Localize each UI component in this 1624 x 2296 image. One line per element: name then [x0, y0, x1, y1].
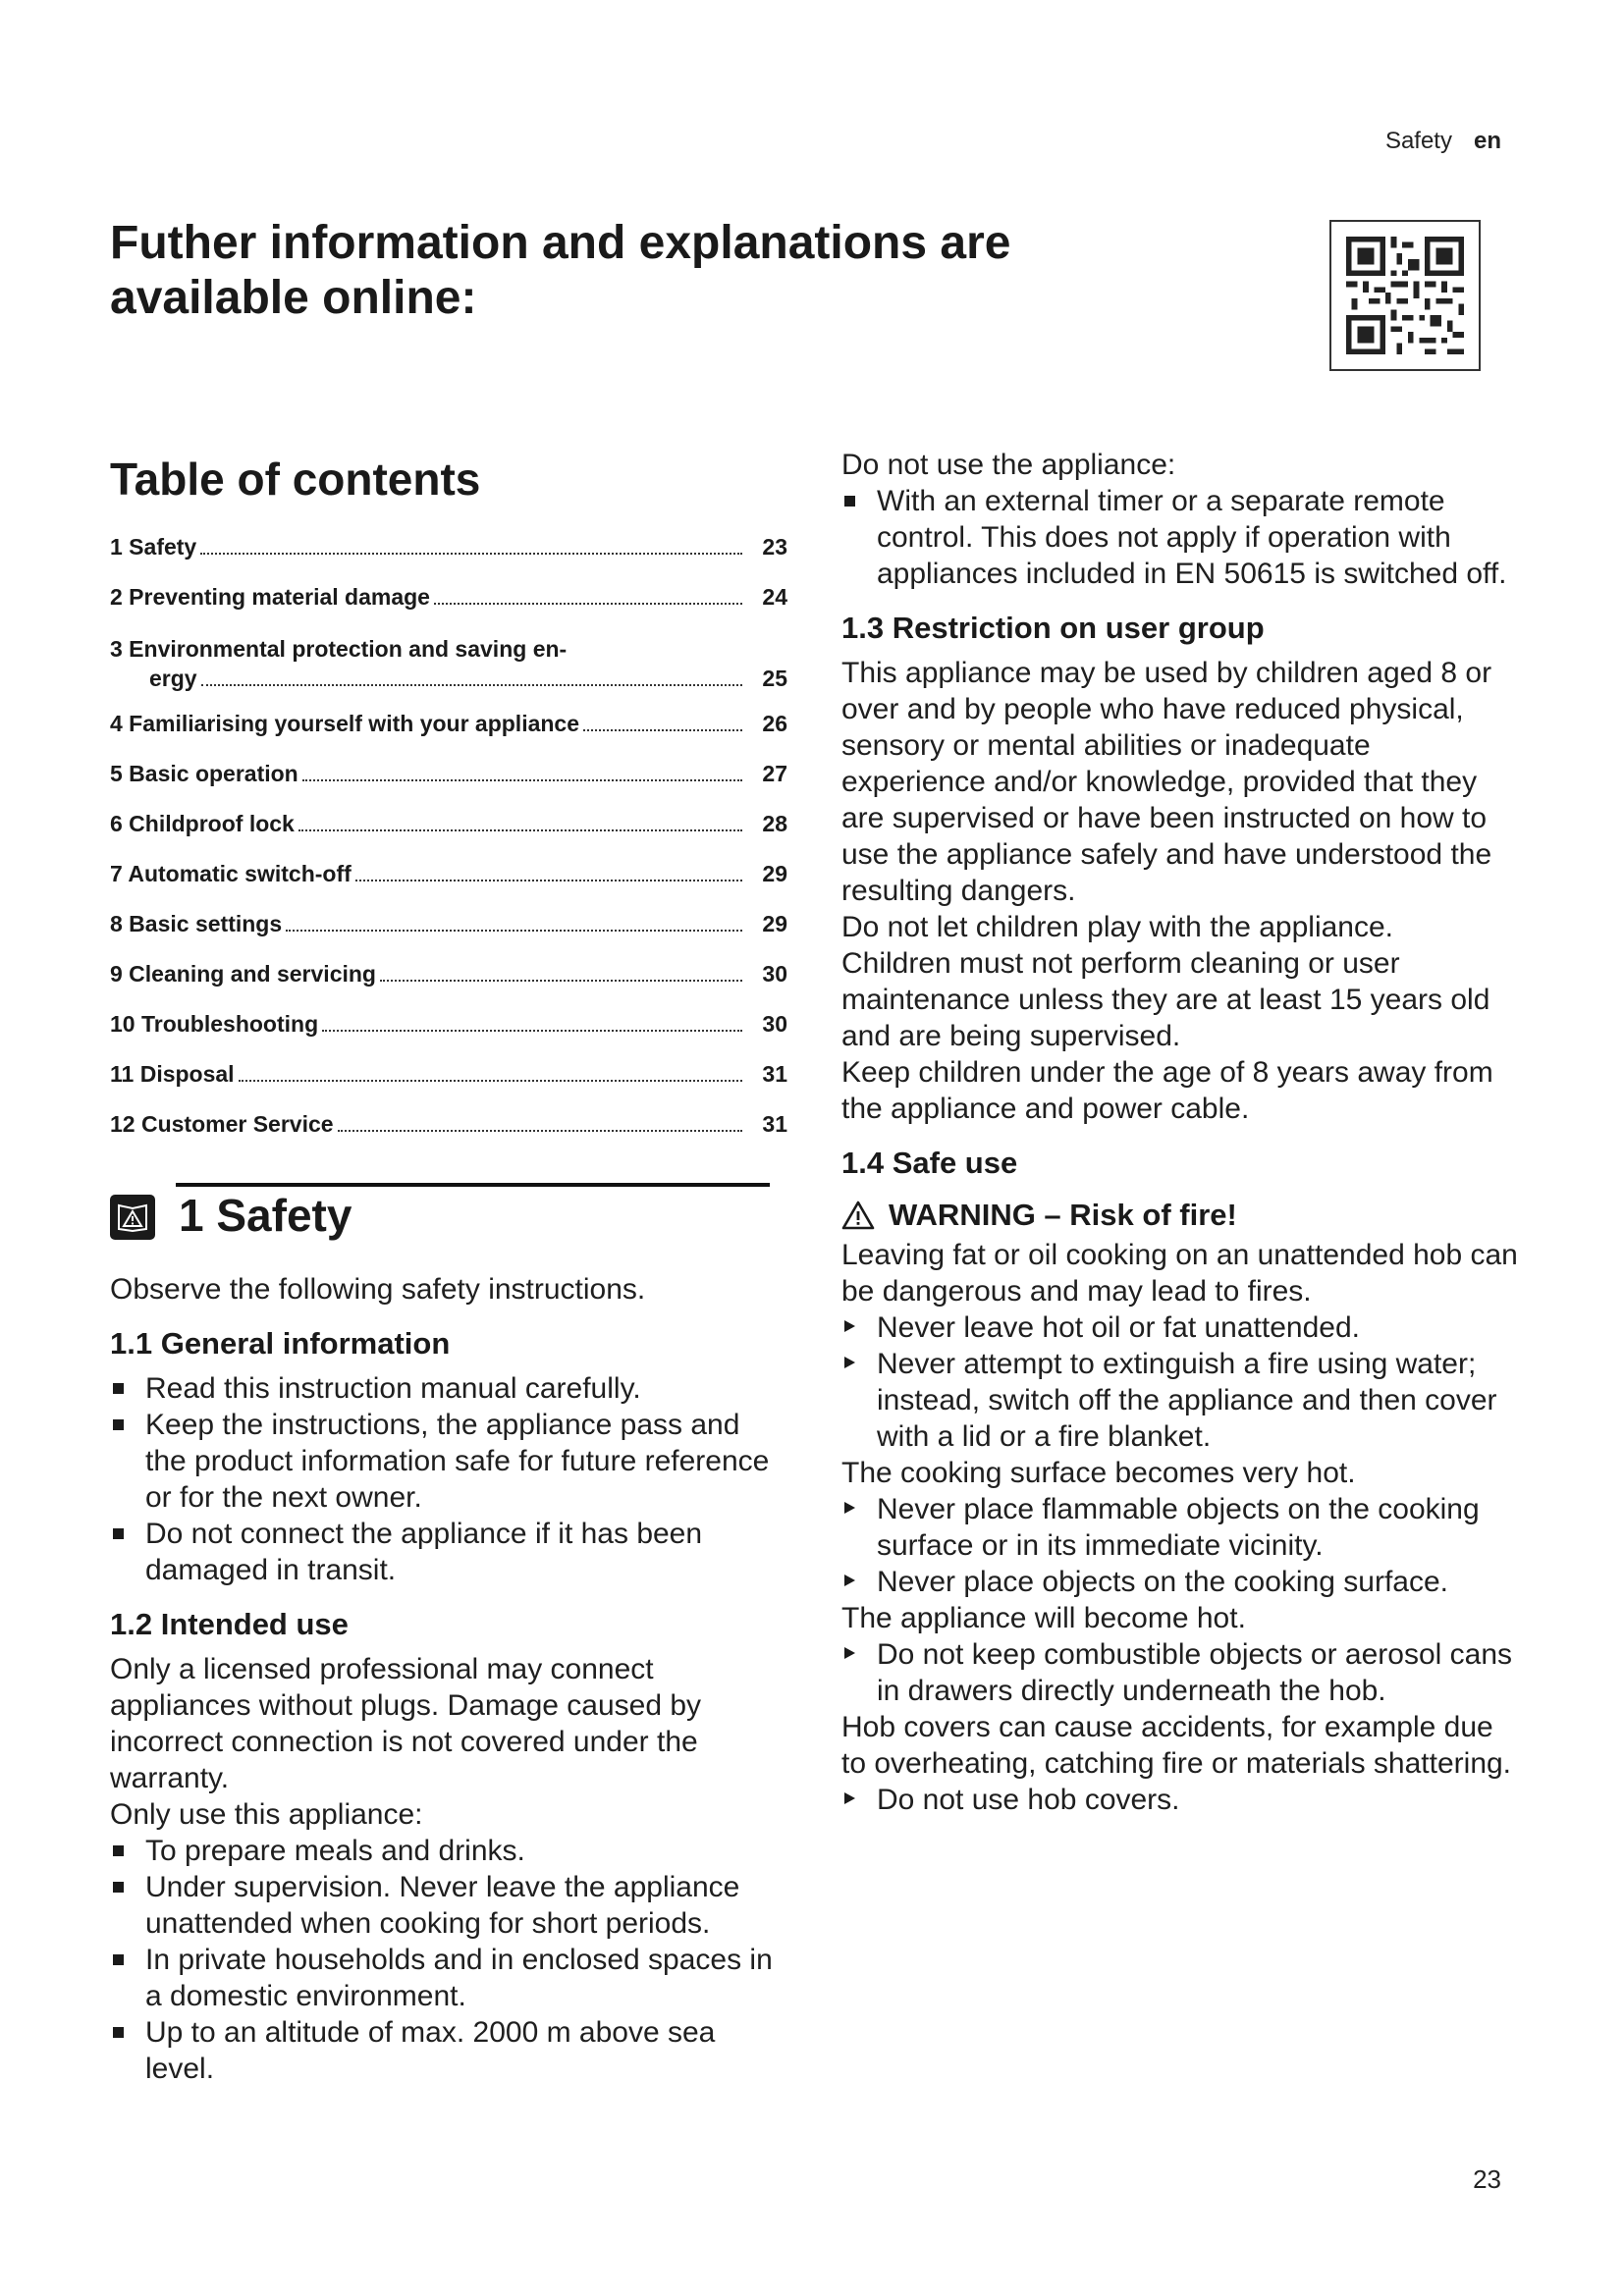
do-not-use-label: Do not use the appliance:: [841, 449, 1176, 481]
toc-item-material-damage[interactable]: 2 Preventing material damage 24: [110, 584, 787, 610]
list-item: Read this instruction manual carefully.: [110, 1370, 787, 1407]
toc-item-troubleshooting[interactable]: 10 Troubleshooting 30: [110, 1011, 787, 1037]
toc-item-basic-operation[interactable]: 5 Basic operation 27: [110, 761, 787, 786]
safe-use-para-3: The appliance will become hot.: [841, 1602, 1246, 1634]
toc-list: [110, 534, 787, 1161]
section-rule: [176, 1183, 770, 1187]
warning-text: WARNING – Risk of fire!: [889, 1198, 1237, 1232]
left-column: [110, 452, 787, 2087]
list-item: In private households and in enclosed spaces in a domestic environment.: [110, 1942, 787, 2014]
general-info-heading: 1.1 General information: [110, 1326, 451, 1361]
safe-use-para-1: Leaving fat or oil cooking on an unattended hob can be dangerous and may lead to fires.: [841, 1239, 1518, 1308]
toc-item-safety[interactable]: 1 Safety 23: [110, 534, 787, 560]
header-language: en: [1473, 128, 1501, 154]
right-column: [841, 447, 1519, 1818]
warning-triangle-icon: [841, 1201, 875, 1230]
qr-code: [1329, 220, 1481, 371]
fire-warning: [841, 1198, 1519, 1233]
safety-intro: Observe the following safety instructions.: [110, 1273, 646, 1306]
safe-use-list-4: [841, 1782, 1519, 1818]
only-use-label: Only use this appliance:: [110, 1798, 423, 1831]
list-item: Do not connect the appliance if it has been damaged in transit.: [110, 1516, 787, 1588]
online-info-title: Futher information and explanations are available online:: [110, 217, 1011, 324]
list-item: Do not use hob covers.: [841, 1782, 1519, 1818]
general-info-list: [110, 1370, 787, 1588]
page-number: 23: [1473, 2164, 1501, 2194]
toc-item-environmental[interactable]: 3 Environmental protection and saving en- ergy 25: [110, 636, 787, 691]
toc-item-childproof-lock[interactable]: 6 Childproof lock 28: [110, 811, 787, 836]
intended-use-para: Only a licensed professional may connect appliances without plugs. Damage caused by incorrect connection is not covered under the warranty.: [110, 1653, 702, 1794]
list-item: Never attempt to extinguish a fire using water; instead, switch off the appliance and then cover with a lid or a fire blanket.: [841, 1346, 1519, 1455]
list-item: Keep the instructions, the appliance pass and the product information safe for future reference or for the next owner.: [110, 1407, 787, 1516]
list-item: Never leave hot oil or fat unattended.: [841, 1309, 1519, 1346]
list-item: To prepare meals and drinks.: [110, 1833, 787, 1869]
safe-use-list-1: [841, 1309, 1519, 1455]
list-item: Under supervision. Never leave the appliance unattended when cooking for short periods.: [110, 1869, 787, 1942]
restriction-para-1: This appliance may be used by children aged 8 or over and by people who have reduced physical, sensory or mental abilities or inadequate experience and/or knowledge, provided that they are supervised or have been instructed on how to use the appliance safely and have understood the resulting dangers.: [841, 657, 1492, 907]
restriction-para-2: Do not let children play with the appliance.: [841, 911, 1394, 943]
safe-use-list-3: [841, 1636, 1519, 1709]
list-item: Up to an altitude of max. 2000 m above sea level.: [110, 2014, 787, 2087]
safe-use-list-2: [841, 1491, 1519, 1600]
list-item: Do not keep combustible objects or aerosol cans in drawers directly underneath the hob.: [841, 1636, 1519, 1709]
restriction-heading: 1.3 Restriction on user group: [841, 611, 1265, 645]
toc-title: Table of contents: [110, 454, 481, 505]
intended-use-heading: 1.2 Intended use: [110, 1607, 349, 1641]
header-section: Safety: [1384, 128, 1452, 154]
toc-item-basic-settings[interactable]: 8 Basic settings 29: [110, 911, 787, 936]
safe-use-para-2: The cooking surface becomes very hot.: [841, 1457, 1356, 1489]
restriction-para-4: Keep children under the age of 8 years away from the appliance and power cable.: [841, 1056, 1493, 1125]
intended-use-list: [110, 1833, 787, 2087]
running-header: [1385, 128, 1501, 155]
safety-section-header: [110, 1183, 787, 1271]
list-item: Never place objects on the cooking surface.: [841, 1564, 1519, 1600]
restriction-para-3: Children must not perform cleaning or user maintenance unless they are at least 15 years old and are being supervised.: [841, 947, 1490, 1052]
qr-code-icon: [1346, 237, 1464, 354]
do-not-use-list: [841, 483, 1519, 592]
toc-item-cleaning[interactable]: 9 Cleaning and servicing 30: [110, 961, 787, 987]
toc-item-automatic-switch-off[interactable]: 7 Automatic switch-off 29: [110, 861, 787, 886]
toc-item-customer-service[interactable]: 12 Customer Service 31: [110, 1111, 787, 1137]
list-item: With an external timer or a separate remote control. This does not apply if operation with appliances included in EN 50615 is switched off.: [841, 483, 1519, 592]
warning-book-icon: [110, 1195, 155, 1240]
list-item: Never place flammable objects on the cooking surface or in its immediate vicinity.: [841, 1491, 1519, 1564]
toc-item-familiarising[interactable]: 4 Familiarising yourself with your appliance 26: [110, 711, 787, 736]
toc-item-disposal[interactable]: 11 Disposal 31: [110, 1061, 787, 1087]
safe-use-heading: 1.4 Safe use: [841, 1146, 1018, 1180]
safety-title: 1 Safety: [179, 1190, 352, 1241]
safe-use-para-4: Hob covers can cause accidents, for example due to overheating, catching fire or materials shattering.: [841, 1711, 1512, 1780]
